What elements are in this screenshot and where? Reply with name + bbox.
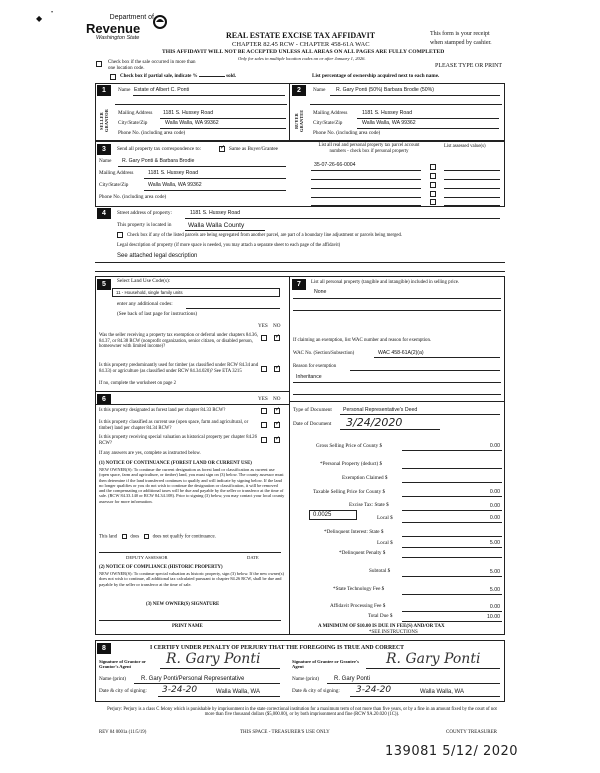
buyer-name[interactable]: R. Gary Ponti (50%) Barbara Brodie (50%) bbox=[336, 87, 435, 93]
taxable-line bbox=[402, 496, 502, 497]
local-rate: 0.0025 bbox=[313, 512, 332, 518]
seller-name[interactable]: Estate of Albert C. Ponti bbox=[134, 87, 190, 93]
processing-fee-line bbox=[402, 611, 502, 612]
sec5-question-2b: If no, complete the worksheet on page 2 bbox=[99, 381, 176, 386]
sec6-question-3: Is this property receiving special valuation as historical property per chapter 84.26 RCW? bbox=[99, 435, 257, 446]
tech-fee-line bbox=[402, 594, 502, 595]
grantee-name-line bbox=[327, 683, 500, 684]
section-6-number: 6 bbox=[97, 394, 111, 405]
assessed-line-3 bbox=[444, 188, 500, 189]
processing-fee-label: Affidavit Processing Fee $ bbox=[330, 603, 386, 609]
grantee-date-line bbox=[350, 696, 500, 697]
excise-state-value[interactable]: 0.00 bbox=[489, 503, 500, 509]
deputy-date-label: DATE bbox=[247, 555, 259, 560]
seller-spacer-line bbox=[115, 104, 287, 105]
parcel-checkbox-1[interactable] bbox=[430, 164, 436, 170]
grantor-date-label: Date & city of signing: bbox=[99, 688, 147, 694]
new-owner-sig-label: (3) NEW OWNER(S) SIGNATURE bbox=[146, 602, 220, 607]
certify-statement: I CERTIFY UNDER PENALTY OF PERJURY THAT THE FOREGOING IS TRUE AND CORRECT bbox=[150, 645, 405, 651]
parcel-line-1 bbox=[311, 170, 421, 171]
sec5-q2-yes-checkbox[interactable] bbox=[261, 366, 267, 372]
date-doc-label: Date of Document bbox=[293, 421, 332, 427]
personal-property-value[interactable]: None bbox=[314, 289, 327, 295]
grantor-signature[interactable]: R. Gary Ponti bbox=[166, 651, 261, 667]
assessed-header: List assessed value(s) bbox=[444, 144, 486, 149]
interest-local-value[interactable]: 5.00 bbox=[489, 540, 500, 546]
sec6-q1-no-checkbox[interactable] bbox=[274, 408, 280, 414]
located-value[interactable]: Walla Walla County bbox=[188, 222, 245, 229]
multi-location-checkbox[interactable] bbox=[96, 61, 102, 67]
street-value[interactable]: 1181 S. Hussey Road bbox=[190, 210, 241, 216]
form-title: REAL ESTATE EXCISE TAX AFFIDAVIT bbox=[226, 31, 376, 40]
gross-value[interactable]: 0.00 bbox=[489, 443, 500, 449]
corr-name[interactable]: R. Gary Ponti & Barbara Brodie bbox=[122, 158, 195, 164]
buyer-mailing-line bbox=[357, 118, 499, 119]
interest-local-label: Local $ bbox=[377, 540, 393, 546]
section-1-2-divider bbox=[289, 83, 290, 141]
new-owner-sig-line bbox=[99, 620, 281, 621]
sec7-doc-divider bbox=[289, 401, 505, 402]
buyer-side-label: BUYER GRANTEE bbox=[294, 109, 305, 133]
total-due-label: Total Due $ bbox=[368, 613, 393, 619]
corr-mailing-label: Mailing Address bbox=[99, 170, 134, 176]
gross-label: Gross Selling Price of County $ bbox=[316, 443, 383, 449]
parcel-checkbox-2[interactable] bbox=[430, 173, 436, 179]
personal-line-1 bbox=[293, 298, 501, 299]
partial-sale-sold: sold. bbox=[226, 74, 237, 79]
assessed-line-4 bbox=[444, 197, 500, 198]
taxable-value[interactable]: 0.00 bbox=[489, 489, 500, 495]
interest-state-line bbox=[402, 536, 502, 537]
personal-property-label: List all personal property (tangible and intangible) included in selling price. bbox=[311, 280, 460, 285]
assessed-line-5 bbox=[444, 205, 500, 206]
grantee-signature[interactable]: R. Gary Ponti bbox=[386, 651, 481, 667]
buyer-name-line bbox=[330, 95, 500, 96]
parcel-line-4 bbox=[311, 197, 421, 198]
sec6-q2-yes-checkbox[interactable] bbox=[261, 422, 267, 428]
grantor-name-label: Name (print) bbox=[99, 676, 126, 682]
this-land-label: This land bbox=[99, 534, 117, 540]
grantor-name-line bbox=[134, 683, 280, 684]
buyer-mailing[interactable]: 1181 S. Hussey Road bbox=[362, 110, 413, 116]
does-not-checkbox[interactable] bbox=[144, 534, 149, 539]
section-5-7-divider bbox=[289, 276, 290, 635]
additional-codes-line bbox=[186, 308, 280, 309]
reason-line-3 bbox=[293, 394, 501, 395]
partial-sale-label bbox=[120, 74, 236, 80]
sec6-header-line bbox=[95, 404, 289, 405]
does-not-label: does not qualify for continuance. bbox=[152, 534, 216, 540]
legal-value[interactable]: See attached legal description bbox=[117, 253, 198, 259]
segregated-checkbox[interactable] bbox=[117, 232, 123, 238]
grantor-name[interactable]: R. Gary Ponti/Personal Representative bbox=[141, 676, 245, 682]
legal-label: Legal description of property (if more space is needed, you may attach a separate sheet to each page of the affidavit) bbox=[117, 243, 341, 248]
subtotal-line bbox=[402, 576, 502, 577]
personal-line-2 bbox=[293, 310, 501, 311]
type-doc-line bbox=[340, 414, 500, 415]
seller-name-line bbox=[133, 95, 285, 96]
parcel-checkbox-5[interactable] bbox=[430, 199, 436, 205]
reason-line-2 bbox=[293, 382, 501, 383]
minimum-due: A MINIMUM OF $10.00 IS DUE IN FEE(S) AND/OR TAX bbox=[318, 624, 445, 629]
interest-state-label: *Delinquent Interest: State $ bbox=[324, 529, 384, 535]
print-name-label: PRINT NAME bbox=[172, 624, 203, 629]
corr-name-line bbox=[118, 166, 286, 167]
multi-location-label: Check box if the sale occurred in more than one location code. bbox=[108, 60, 196, 71]
corr-city[interactable]: Walla Walla, WA 99362 bbox=[148, 182, 202, 188]
land-use-label: Select Land Use Code(s): bbox=[117, 278, 171, 284]
corr-city-label: City/State/Zip bbox=[99, 182, 129, 188]
seller-name-label: Name bbox=[118, 87, 131, 93]
seller-phone-label: Phone No. (including area code) bbox=[118, 130, 186, 136]
exemption-label: If claiming an exemption, list WAC number and reason for exemption. bbox=[293, 338, 432, 343]
logo-swirl-icon bbox=[152, 14, 168, 30]
form-warning: THIS AFFIDAVIT WILL NOT BE ACCEPTED UNLESS ALL AREAS ON ALL PAGES ARE FULLY COMPLETED bbox=[162, 49, 445, 55]
total-due-value[interactable]: 10.00 bbox=[487, 614, 500, 620]
same-as-buyer-checkbox[interactable] bbox=[219, 146, 225, 152]
local-label: Local $ bbox=[377, 515, 393, 521]
multi-sale-note: Only for sales in multiple location codes on or after January 1, 2026. bbox=[238, 56, 366, 61]
sec5-question-2: Is this property predominantly used for timber (as classified under RCW 84.34 and 84.33) or agriculture (as classified under RCW 84.34.020)? See ETA 3215 bbox=[99, 363, 259, 374]
seller-mailing[interactable]: 1181 S. Hussey Road bbox=[163, 110, 214, 116]
parcel-line-3 bbox=[311, 188, 421, 189]
corr-mailing[interactable]: 1181 S. Hussey Road bbox=[148, 170, 199, 176]
buyer-mailing-label: Mailing Address bbox=[313, 110, 348, 116]
parcel-number[interactable]: 35-07-26-66-0004 bbox=[314, 162, 356, 168]
taxable-label: Taxable Selling Price for County $ bbox=[313, 489, 386, 495]
legal-line-2 bbox=[95, 271, 505, 272]
sec6-no-header: NO bbox=[273, 396, 281, 402]
type-doc-label: Type of Document bbox=[293, 407, 332, 413]
buyer-phone-label: Phone No. (including area code) bbox=[313, 130, 381, 136]
parcel-line-5 bbox=[311, 205, 421, 206]
section-6-top-line bbox=[95, 391, 289, 392]
does-label: does bbox=[130, 534, 140, 540]
type-or-print: PLEASE TYPE OR PRINT bbox=[435, 63, 503, 69]
seller-mailing-line bbox=[160, 118, 286, 119]
tech-fee-value[interactable]: 5.00 bbox=[489, 587, 500, 593]
parcel-header: List all real and personal property tax parcel account numbers - check box if personal property bbox=[318, 143, 420, 154]
grantor-city[interactable]: Walla Walla, WA bbox=[216, 689, 261, 695]
deputy-line bbox=[99, 552, 281, 553]
seller-city[interactable]: Walla Walla, WA 99362 bbox=[165, 120, 219, 126]
corr-name-label: Name bbox=[99, 158, 112, 164]
section-2-number: 2 bbox=[292, 85, 306, 96]
sec5-no-header: NO bbox=[273, 323, 281, 329]
sec5-q1-no-checkbox[interactable] bbox=[274, 335, 280, 341]
additional-codes-label: enter any additional codes: bbox=[117, 301, 173, 307]
logo-state: Washington State bbox=[96, 35, 140, 42]
subtotal-value[interactable]: 5.00 bbox=[489, 569, 500, 575]
continuance-body: NEW OWNER(S): To continue the current designation as forest land or classification as current use (open space, farm and agriculture, or timber) land, you must sign on (3) below. The county assessor must then determine if the land transferred continues to qualify and will indicate by signing below. If the land no longer qualifies or you do not wish to continue the designation or classification, it will be removed and the compensating or additional taxes will be due and payable by the seller or transferor at the time of sale. (RCW 84.33.140 or RCW 84.34.108). Prior to signing (3) below, you may contact your local county assessor for more information. bbox=[99, 467, 285, 504]
section-5-number: 5 bbox=[97, 279, 111, 290]
sec6-question-1: Is this property designated as forest land per chapter 84.33 RCW? bbox=[99, 408, 226, 413]
wac-label: WAC No. (Section/Subsection) bbox=[293, 351, 355, 356]
section-7-number: 7 bbox=[292, 279, 306, 290]
parcel-line-2 bbox=[311, 179, 421, 180]
gross-line bbox=[402, 450, 502, 451]
street-label: Street address of property: bbox=[117, 210, 172, 216]
send-correspondence-label: Send all property tax correspondence to: bbox=[117, 146, 201, 152]
sec5-question-1: Was the seller receiving a property tax exemption or deferral under chapters 84.36, 84.37, or 84.38 RCW (nonprofit organization, senior citizen, or disabled person, homeowner with limited income)? bbox=[99, 333, 258, 350]
buyer-name-label: Name bbox=[313, 87, 326, 93]
segregated-label: Check box if any of the listed parcels are being segregated from another parcel, are part of a boundary line adjustment or parcels being merged. bbox=[127, 233, 403, 238]
parcel-checkbox-4[interactable] bbox=[430, 191, 436, 197]
sec6-any-yes: If any answers are yes, complete as instructed below. bbox=[99, 451, 201, 456]
ownership-note: List percentage of ownership acquired next to each name. bbox=[312, 73, 440, 79]
logo-department: Department of bbox=[109, 14, 154, 21]
wac-value[interactable]: WAC 458-61A(2)(a) bbox=[378, 350, 424, 356]
excise-state-label: Excise Tax: State $ bbox=[349, 502, 389, 508]
seller-city-line bbox=[160, 128, 286, 129]
buyer-city[interactable]: Walla Walla, WA 99362 bbox=[362, 120, 416, 126]
sec6-q2-no-checkbox[interactable] bbox=[274, 422, 280, 428]
corr-phone-label: Phone No. (including area code) bbox=[99, 194, 167, 200]
sec6-question-2: Is this property classified as current use (open space, farm and agricultural, or timber) land per chapter 84.34 RCW? bbox=[99, 420, 249, 431]
land-use-value: 11 - Household, single family units bbox=[116, 290, 183, 295]
partial-sale-text: Check box if partial sale, indicate % bbox=[120, 74, 198, 79]
processing-fee-value[interactable]: 0.00 bbox=[489, 604, 500, 610]
grantor-sig-line bbox=[160, 668, 280, 669]
local-line bbox=[402, 522, 502, 523]
county-treasurer: COUNTY TREASURER bbox=[446, 730, 497, 735]
this-land-row bbox=[99, 534, 216, 540]
partial-sale-checkbox[interactable] bbox=[110, 74, 116, 80]
receipt-note-1: This form is your receipt bbox=[430, 31, 490, 37]
reason-label: Reason for exemption bbox=[293, 364, 337, 369]
located-label: This property is located in bbox=[117, 222, 172, 228]
section-3-number: 3 bbox=[97, 144, 111, 155]
tech-fee-label: *State Technology Fee $ bbox=[333, 586, 385, 592]
grantee-city[interactable]: Walla Walla, WA bbox=[420, 689, 465, 695]
logo bbox=[86, 14, 166, 41]
parcel-checkbox-3[interactable] bbox=[430, 182, 436, 188]
grantee-sig-label: Signature of Grantee or Grantee's Agent bbox=[292, 659, 359, 670]
assessed-line-2 bbox=[444, 179, 500, 180]
buyer-city-line bbox=[357, 128, 499, 129]
sec5-yes-header: YES bbox=[258, 323, 268, 329]
historic-title: (2) NOTICE OF COMPLIANCE (HISTORIC PROPERTY) bbox=[99, 565, 223, 570]
grantor-date[interactable]: 3-24-20 bbox=[162, 685, 198, 695]
interest-local-line bbox=[402, 547, 502, 548]
sec6-yes-header: YES bbox=[258, 396, 268, 402]
see-instructions: *SEE INSTRUCTIONS bbox=[369, 630, 418, 635]
personal-deduct-label: *Personal Property (deduct) $ bbox=[320, 461, 383, 467]
excise-state-line bbox=[402, 510, 502, 511]
receipt-note-2: when stamped by cashier. bbox=[430, 40, 492, 46]
reason-value[interactable]: Inheritance bbox=[296, 374, 322, 380]
street-line bbox=[185, 218, 500, 219]
corr-mailing-line bbox=[144, 178, 286, 179]
sec6-q1-yes-checkbox[interactable] bbox=[261, 408, 267, 414]
reason-line-1 bbox=[350, 370, 500, 371]
same-as-buyer-label: Same as Buyer/Grantee bbox=[229, 146, 278, 152]
section-8-number: 8 bbox=[97, 643, 111, 654]
local-value[interactable]: 0.00 bbox=[489, 515, 500, 521]
page-mark-2: • bbox=[51, 10, 54, 16]
sec5-q1-yes-checkbox[interactable] bbox=[261, 335, 267, 341]
date-doc-value[interactable]: 3/24/2020 bbox=[346, 416, 403, 429]
handwritten-record-number: 139081 5/12/ 2020 bbox=[385, 744, 519, 759]
total-due-line bbox=[402, 621, 502, 622]
buyer-city-label: City/State/Zip bbox=[313, 120, 343, 126]
section-4-number: 4 bbox=[97, 208, 111, 219]
buyer-spacer-line bbox=[310, 104, 502, 105]
perjury-notice: Perjury: Perjury is a class C felony which is punishable by imprisonment in the state correctional institution for a maximum term of not more than five years, or by a fine in an amount fixed by the court of not more than five thousand dollars ($5,000.00), or by both imprisonment and fine (RCW 9A.20.020 (1C)). bbox=[107, 707, 497, 718]
form-revision: REV 84 0001a (11/5/19) bbox=[99, 730, 147, 735]
grantee-name[interactable]: R. Gary Ponti bbox=[334, 676, 371, 682]
personal-deduct-line bbox=[402, 468, 502, 469]
deputy-assessor-label: DEPUTY ASSESSOR bbox=[126, 555, 168, 560]
grantee-name-label: Name (print) bbox=[292, 676, 319, 682]
legal-line-1 bbox=[95, 262, 505, 263]
continuance-title: (1) NOTICE OF CONTINUANCE (FOREST LAND OR CURRENT USE) bbox=[99, 461, 252, 466]
grantee-date-label: Date & city of signing: bbox=[292, 688, 340, 694]
located-line bbox=[185, 230, 265, 231]
sec6-q3-yes-checkbox[interactable] bbox=[261, 437, 267, 443]
seller-city-label: City/State/Zip bbox=[118, 120, 148, 126]
sec6-q3-no-checkbox[interactable] bbox=[274, 437, 280, 443]
penalty-label: *Delinquent Penalty $ bbox=[339, 550, 386, 556]
penalty-line bbox=[402, 557, 502, 558]
grantee-date[interactable]: 3-24-20 bbox=[356, 685, 392, 695]
page-mark: ◆ bbox=[36, 14, 43, 23]
grantor-sig-label: Signature of Grantor or Grantor's Agent bbox=[99, 659, 146, 670]
assessed-line-1 bbox=[444, 170, 500, 171]
treasurer-space: THIS SPACE - TREASURER'S USE ONLY bbox=[240, 730, 330, 735]
grantee-sig-line bbox=[366, 668, 500, 669]
grantor-date-line bbox=[158, 696, 280, 697]
logo-revenue: Revenue bbox=[86, 21, 141, 37]
see-back-label: (See back of last page for instructions) bbox=[117, 311, 198, 317]
exemption-claimed-label: Exemption Claimed $ bbox=[342, 475, 388, 481]
seller-mailing-label: Mailing Address bbox=[118, 110, 153, 116]
subtotal-label: Subtotal $ bbox=[369, 568, 391, 574]
seller-side-label: SELLER GRANTOR bbox=[99, 109, 110, 133]
exemption-claimed-line bbox=[402, 482, 502, 483]
sec5-q2-no-checkbox[interactable] bbox=[274, 366, 280, 372]
date-doc-line bbox=[340, 429, 440, 430]
section-1-number: 1 bbox=[97, 85, 111, 96]
wac-line bbox=[374, 357, 500, 358]
type-doc-value[interactable]: Personal Representative's Deed bbox=[343, 407, 418, 413]
historic-body: NEW OWNER(S): To continue special valuation as historic property, sign (3) below. If the new owner(s) does not wish to continue, all additional tax calculated pursuant to chapter 84.26 RCW, shall be due and payable by the seller or transferor at the time of sale. bbox=[99, 571, 284, 587]
corr-city-line bbox=[144, 190, 286, 191]
does-checkbox[interactable] bbox=[122, 534, 127, 539]
form-chapter: CHAPTER 82.45 RCW - CHAPTER 458-61A WAC bbox=[232, 41, 370, 48]
